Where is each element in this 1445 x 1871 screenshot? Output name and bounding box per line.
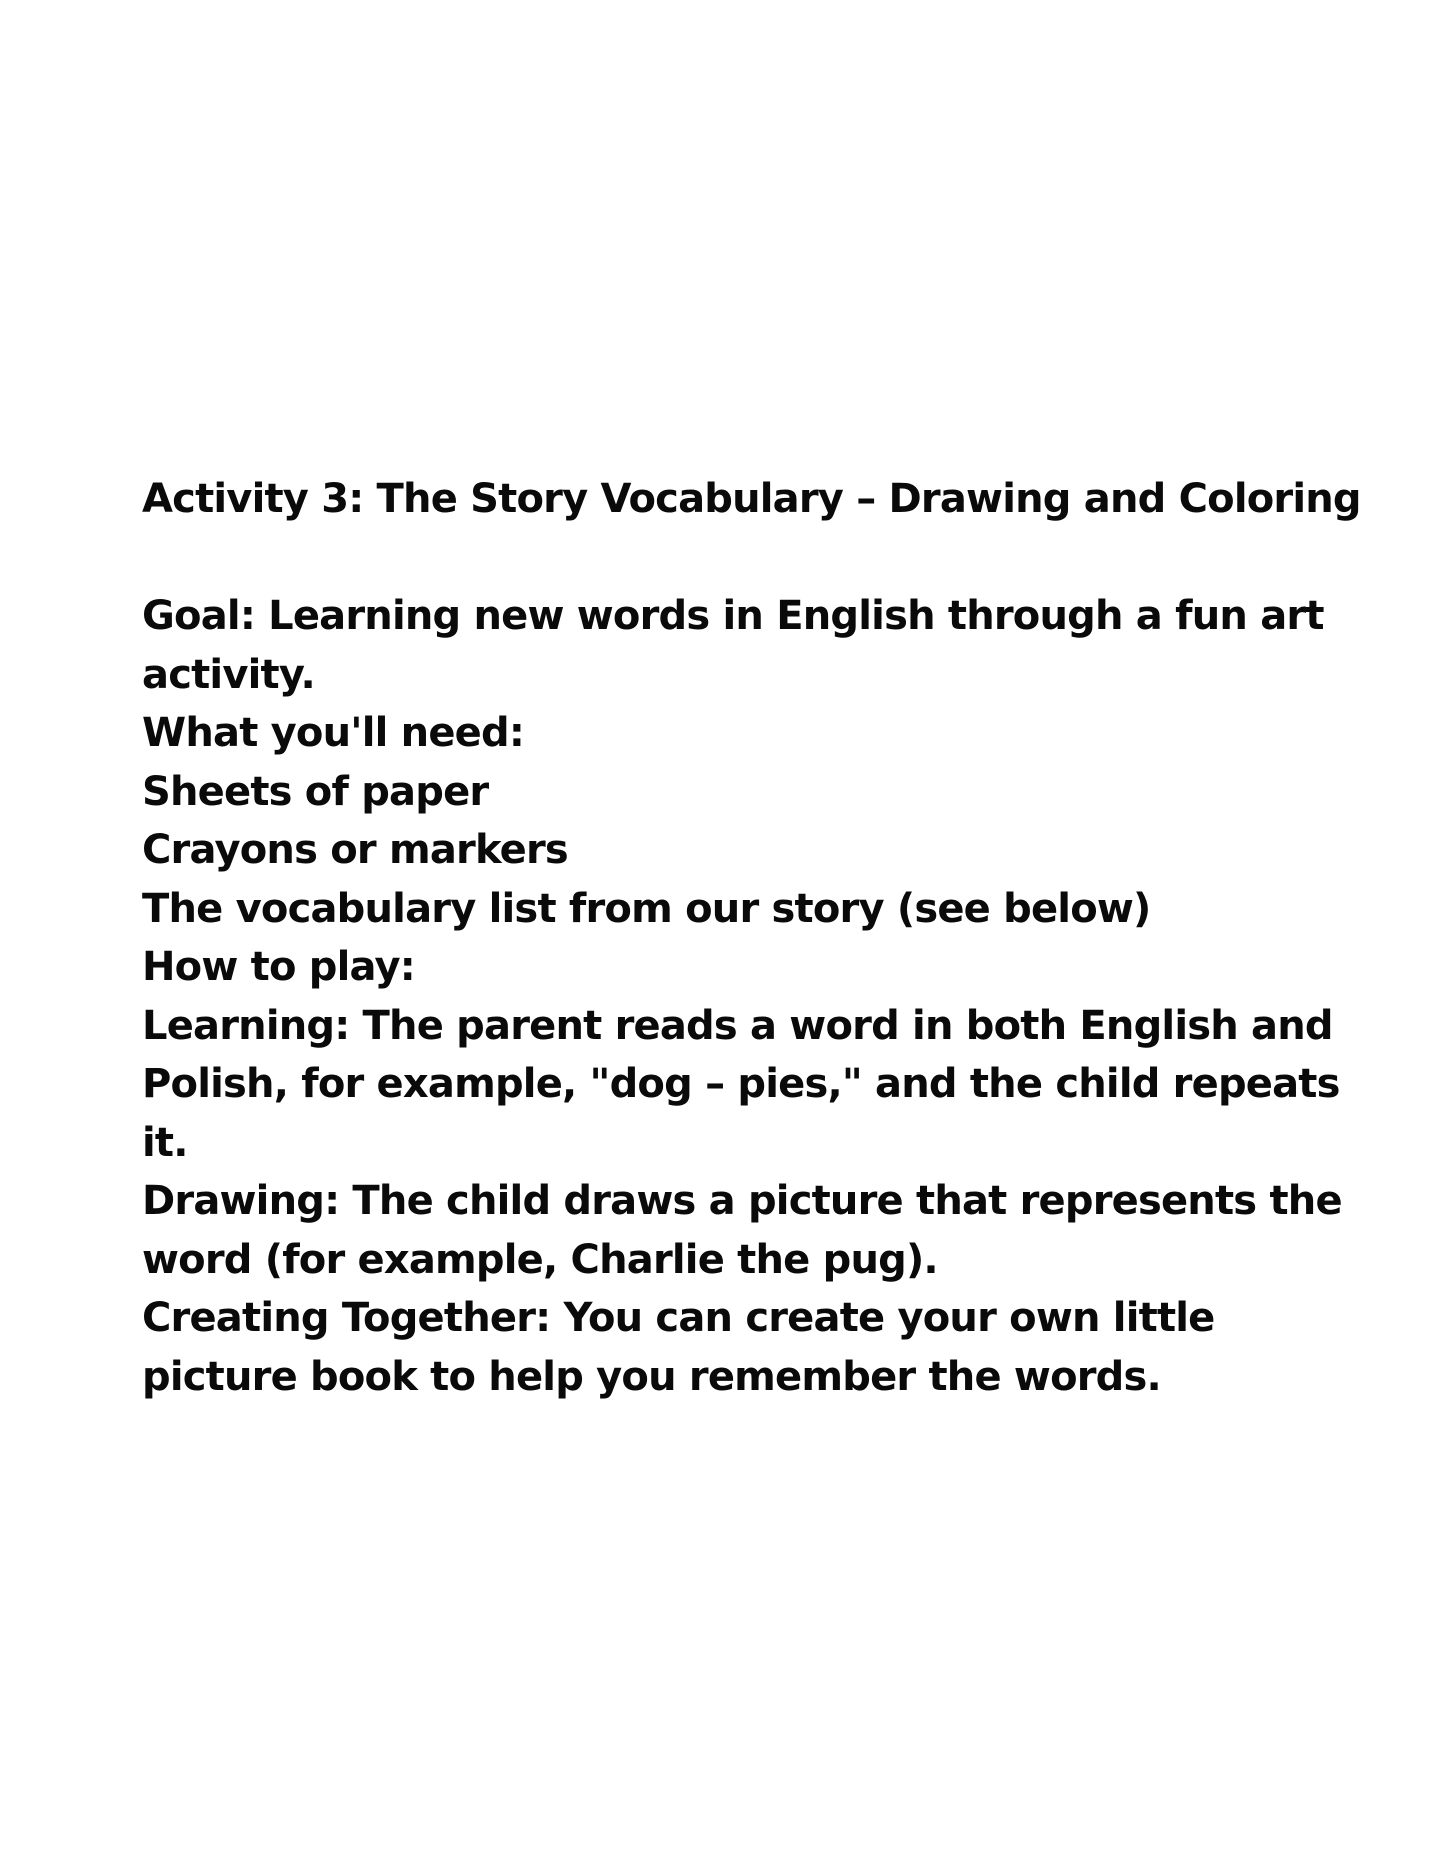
- drawing-step-line-2: word (for example, Charlie the pug).: [142, 1236, 938, 1283]
- instructions-heading: How to play:: [142, 944, 415, 990]
- materials-heading: What you'll need:: [142, 710, 525, 756]
- blank-line: [142, 529, 1342, 588]
- drawing-step-line-1: Drawing: The child draws a picture that represents the: [142, 1178, 1342, 1224]
- learning-step-line-3: it.: [142, 1119, 188, 1166]
- creating-step-line-2: picture book to help you remember the words.: [142, 1353, 1161, 1400]
- material-item-vocabulary-list: The vocabulary list from our story (see below): [142, 885, 1151, 932]
- learning-step-line-2: Polish, for example, "dog – pies," and the child repeats: [142, 1061, 1340, 1107]
- material-item-paper: Sheets of paper: [142, 768, 489, 815]
- goal-line-2: activity.: [142, 651, 315, 698]
- activity-title: Activity 3: The Story Vocabulary – Drawing and Coloring: [142, 476, 1361, 522]
- goal-line-1: Goal: Learning new words in English through a fun art: [142, 593, 1324, 639]
- learning-step-line-1: Learning: The parent reads a word in both English and: [142, 1002, 1333, 1049]
- activity-text: [142, 470, 1361, 1406]
- creating-step-line-1: Creating Together: You can create your own little: [142, 1295, 1215, 1341]
- material-item-crayons: Crayons or markers: [142, 827, 568, 873]
